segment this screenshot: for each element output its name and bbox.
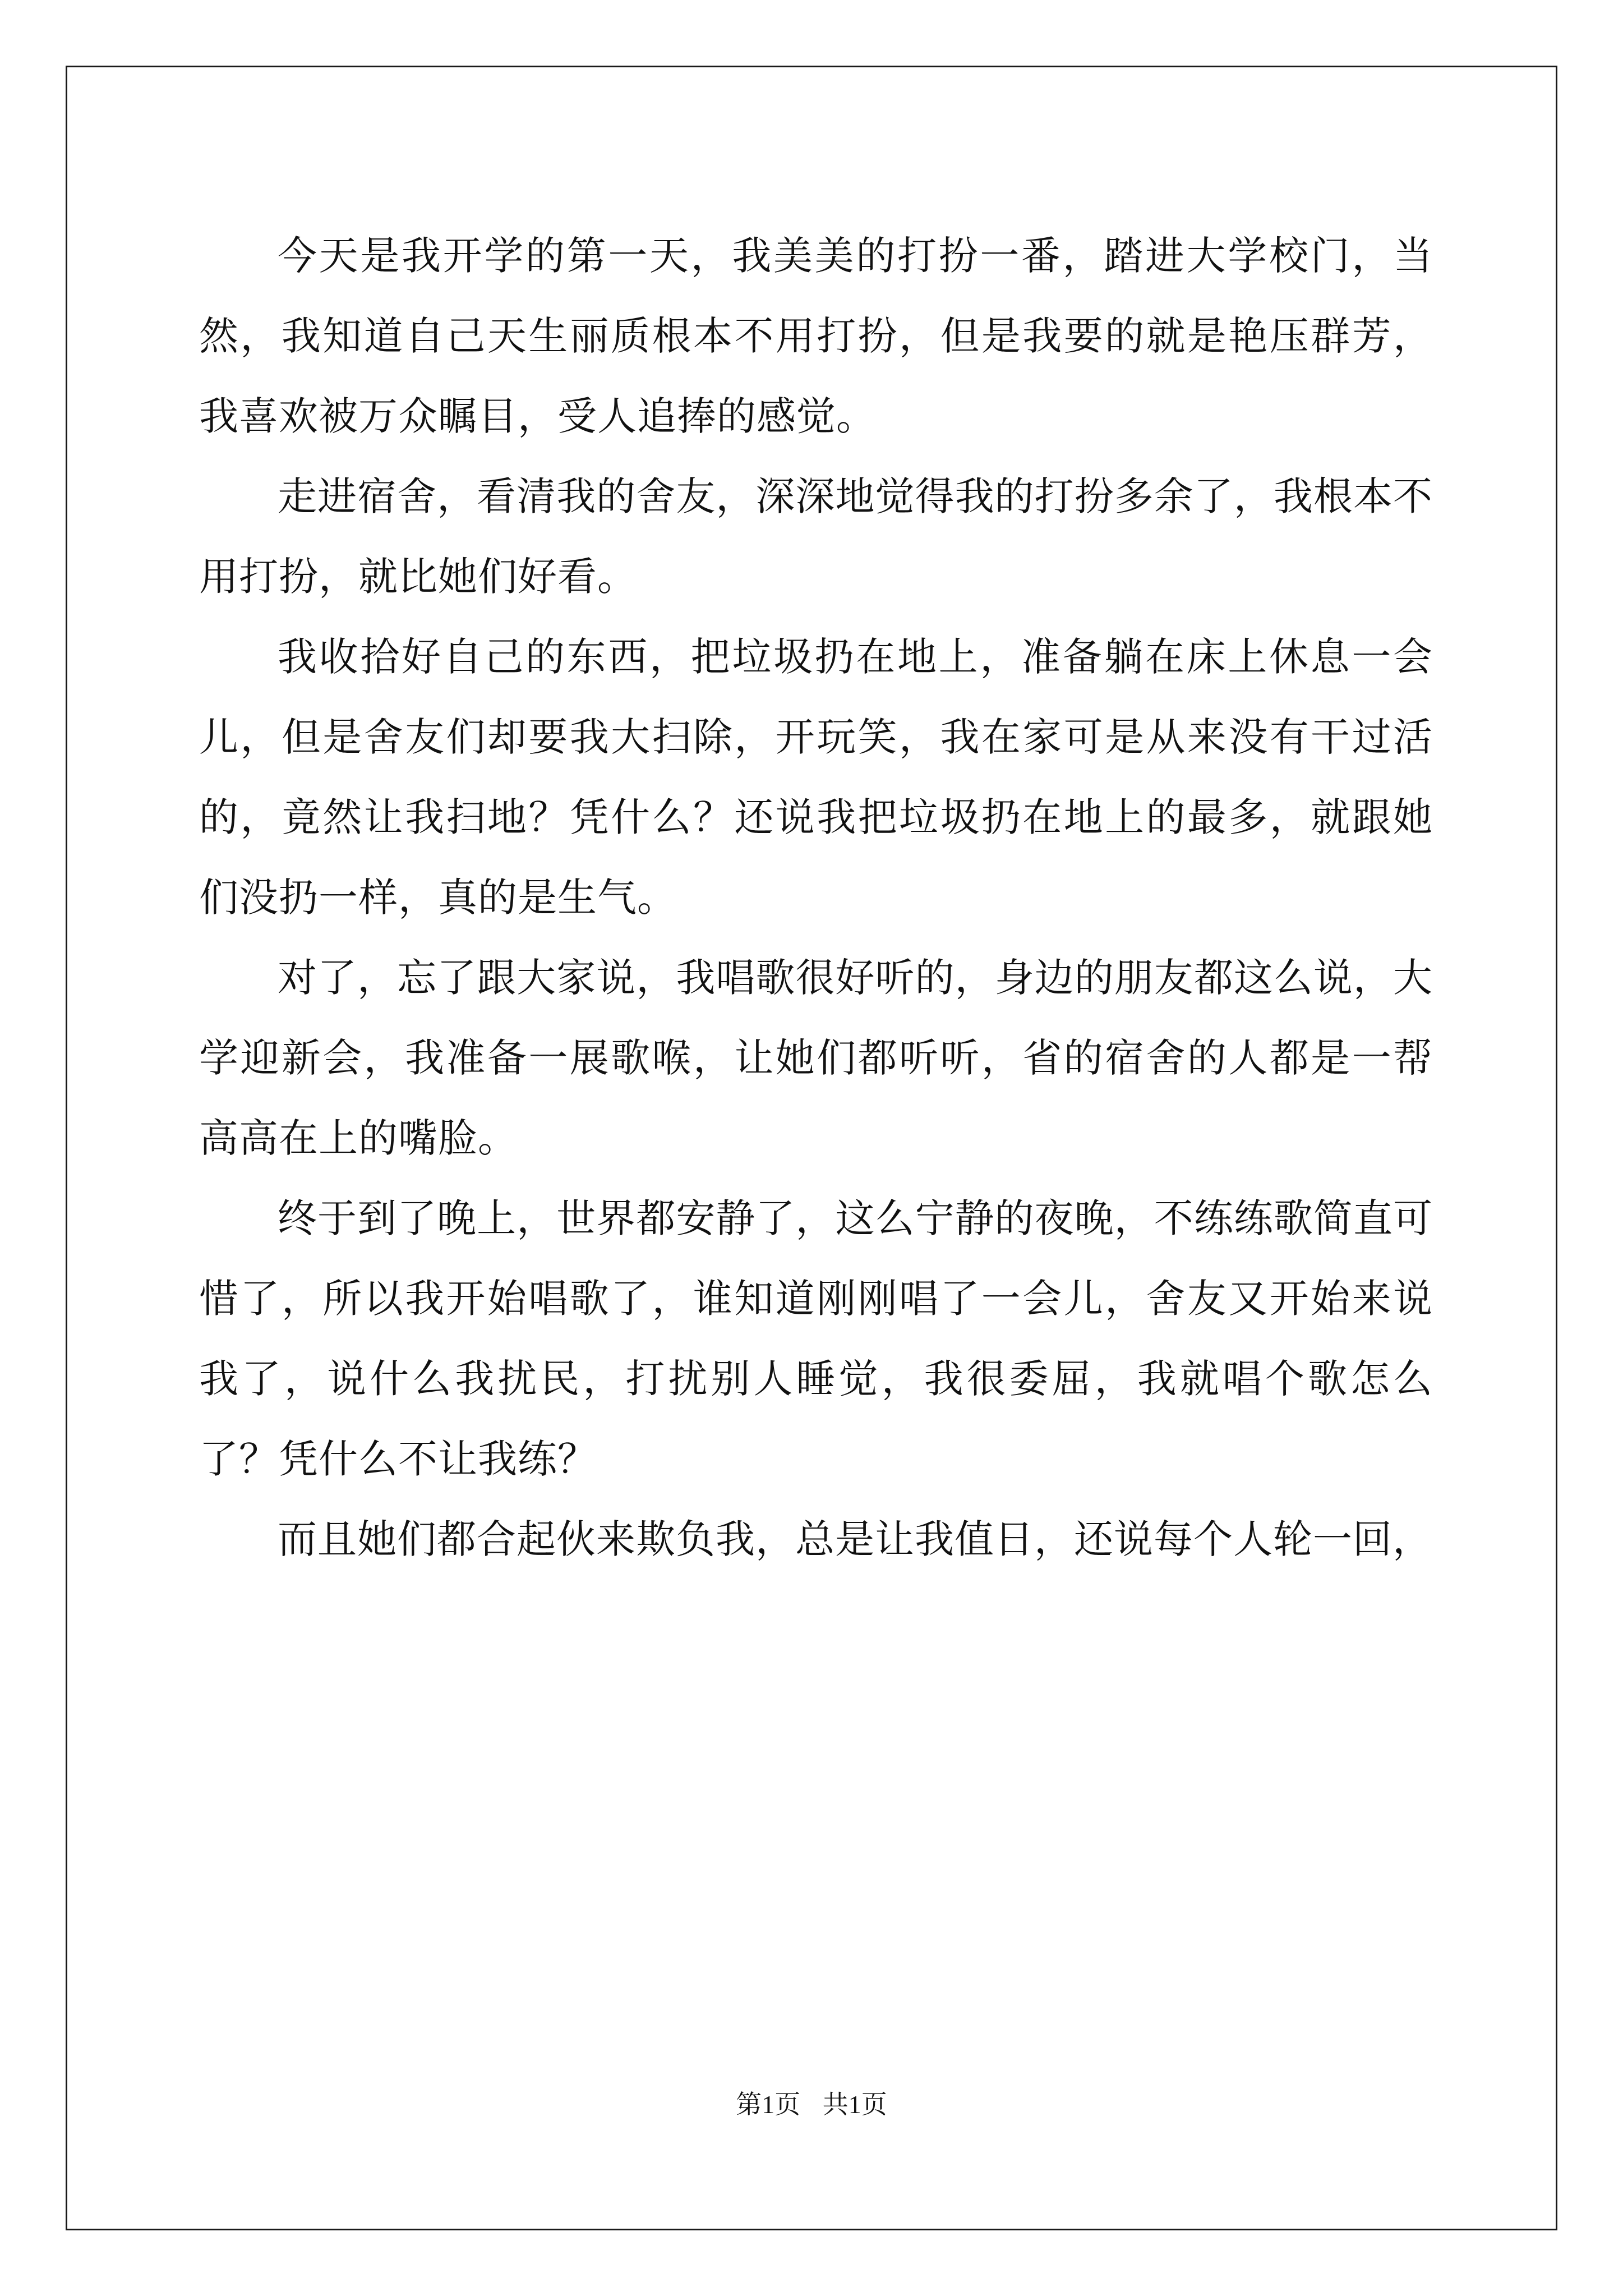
document-body — [199, 216, 1433, 1580]
page-footer — [0, 2084, 1623, 2121]
paragraph: 而且她们都合起伙来欺负我，总是让我值日，还说每个人轮一回， — [278, 1516, 1432, 1562]
paragraph: 走进宿舍，看清我的舍友，深深地觉得我的打扮多余了，我根本不用打扮，就比她们好看。 — [199, 473, 1433, 600]
page-total: 共1页 — [822, 2090, 887, 2119]
paragraph: 今天是我开学的第一天，我美美的打扮一番，踏进大学校门，当然，我知道自己天生丽质根本不用打扮，但是我要的就是艳压群芳，我喜欢被万众瞩目，受人追捧的感觉。 — [199, 233, 1433, 439]
paragraph: 对了，忘了跟大家说，我唱歌很好听的，身边的朋友都这么说，大学迎新会，我准备一展歌喉，让她们都听听，省的宿舍的人都是一帮高高在上的嘴脸。 — [199, 955, 1433, 1161]
paragraph: 我收拾好自己的东西，把垃圾扔在地上，准备躺在床上休息一会儿，但是舍友们却要我大扫除，开玩笑，我在家可是从来没有干过活的，竟然让我扫地？凭什么？还说我把垃圾扔在地上的最多，就跟她们没扔一样，真的是生气。 — [199, 634, 1433, 921]
page-number: 第1页 — [736, 2090, 801, 2119]
paragraph: 终于到了晚上，世界都安静了，这么宁静的夜晚，不练练歌简直可惜了，所以我开始唱歌了，谁知道刚刚唱了一会儿，舍友又开始来说我了，说什么我扰民，打扰别人睡觉，我很委屈，我就唱个歌怎么了？凭什么不让我练？ — [199, 1195, 1433, 1482]
